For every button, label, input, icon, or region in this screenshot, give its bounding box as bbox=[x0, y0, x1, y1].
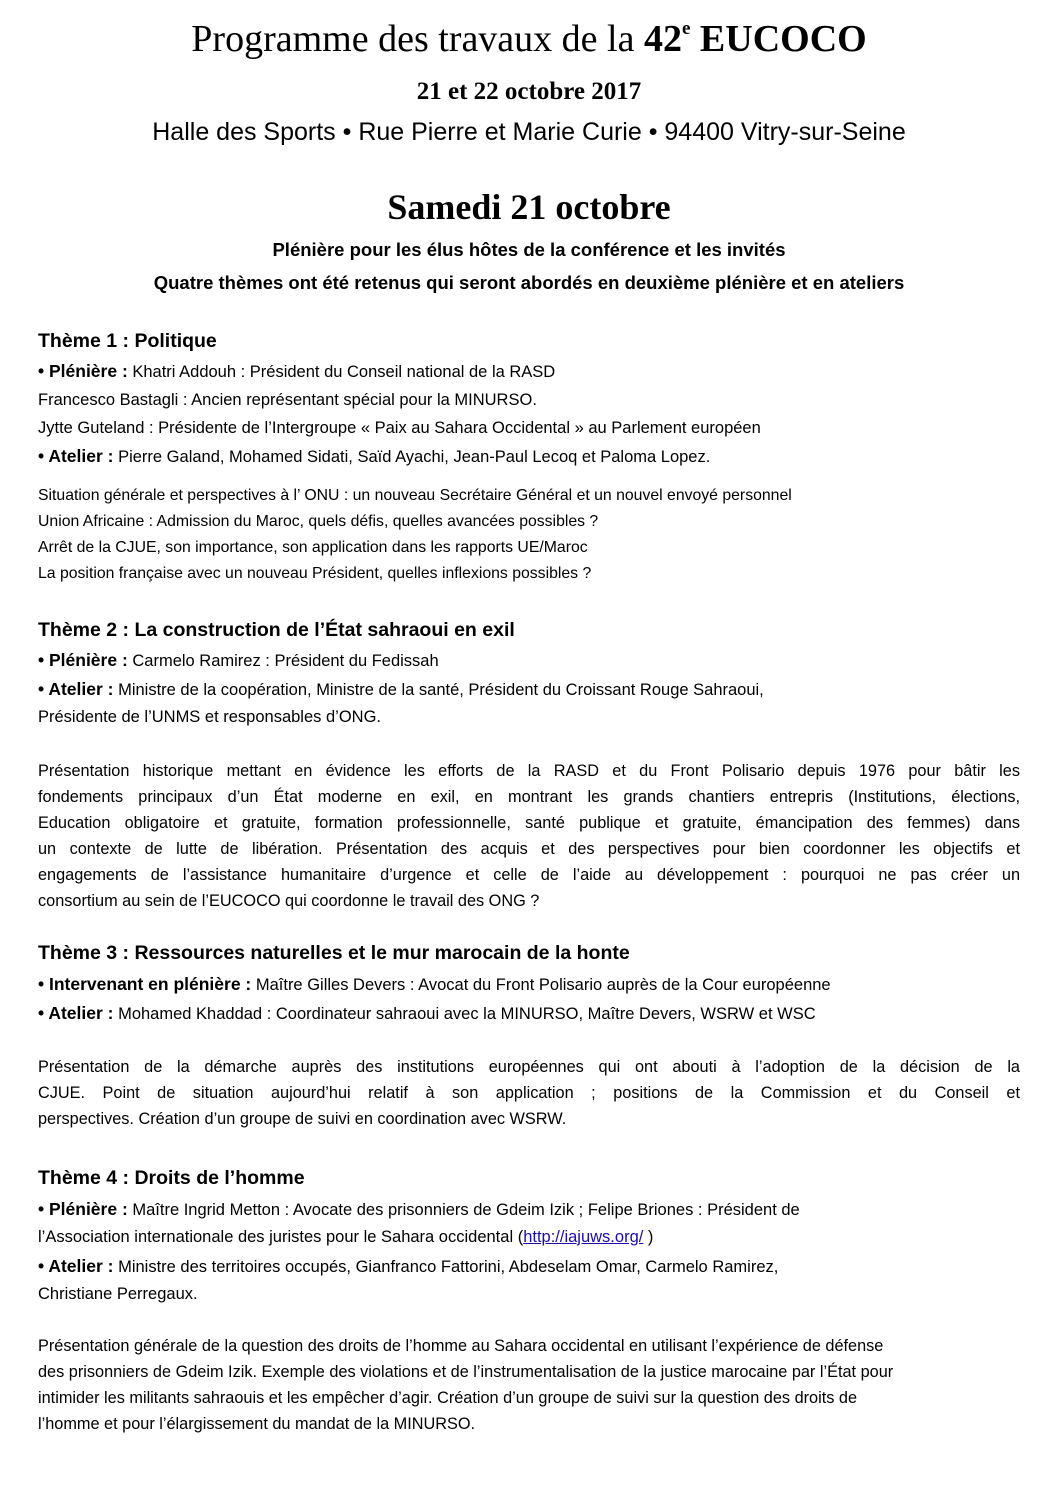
day-subtitle-1: Plénière pour les élus hôtes de la conférence et les invités bbox=[272, 239, 786, 260]
theme3-atelier-label: • Atelier : bbox=[38, 1003, 114, 1023]
theme4-atelier-label: • Atelier : bbox=[38, 1256, 114, 1276]
theme2-paragraph bbox=[38, 758, 1020, 914]
theme2-pleniere-label: • Plénière : bbox=[38, 650, 128, 670]
paragraph-line: des prisonniers de Gdeim Izik. Exemple des violations et de l’instrumentalisation de la justice marocaine par l’État pour bbox=[38, 1363, 894, 1381]
paragraph-line: engagements de l’assistance humanitaire d’urgence et celle de l’aide au développement : pourquoi ne pas créer un bbox=[38, 866, 1020, 884]
theme2-atelier-text: Ministre de la coopération, Ministre de la santé, Président du Croissant Rouge Sahraoui, bbox=[113, 681, 764, 699]
theme4-pleniere-text: Maître Ingrid Metton : Avocate des prisonniers de Gdeim Izik ; Felipe Briones : Président de bbox=[127, 1201, 800, 1219]
theme1-topic: Arrêt de la CJUE, son importance, son application dans les rapports UE/Maroc bbox=[38, 539, 588, 556]
title-superscript: e bbox=[681, 18, 691, 39]
page-title bbox=[0, 17, 1058, 61]
theme1-line2: Francesco Bastagli : Ancien représentant spécial pour la MINURSO. bbox=[38, 391, 537, 409]
theme1-topic: Situation générale et perspectives à l’ ONU : un nouveau Secrétaire Général et un nouvel envoyé personnel bbox=[38, 487, 792, 504]
theme4-pleniere bbox=[38, 1196, 800, 1223]
paragraph-line: Education obligatoire et gratuite, formation professionnelle, santé publique et gratuite, émancipation des femmes) dans bbox=[38, 814, 1020, 832]
paragraph-line: fondements principaux d’un État moderne en exil, en montrant les grands chantiers entrepris (Institutions, élections, bbox=[38, 788, 1020, 806]
theme1-pleniere-label: • Plénière : bbox=[38, 361, 128, 381]
theme2-atelier-cont: Présidente de l’UNMS et responsables d’ONG. bbox=[38, 708, 381, 726]
theme3-atelier-text: Mohamed Khaddad : Coordinateur sahraoui avec la MINURSO, Maître Devers, WSRW et WSC bbox=[113, 1005, 816, 1023]
paragraph-line: Présentation de la démarche auprès des institutions européennes qui ont abouti à l’adoption de la décision de la bbox=[38, 1058, 1020, 1076]
theme3-pleniere bbox=[38, 971, 831, 998]
event-address: Halle des Sports • Rue Pierre et Marie Curie • 94400 Vitry-sur-Seine bbox=[152, 118, 906, 146]
theme1-pleniere-text: Khatri Addouh : Président du Conseil national de la RASD bbox=[127, 363, 556, 381]
theme1-heading: Thème 1 : Politique bbox=[38, 330, 217, 352]
theme3-pleniere-label: • Intervenant en plénière : bbox=[38, 974, 252, 994]
theme2-pleniere-text: Carmelo Ramirez : Président du Fedissah bbox=[127, 652, 439, 670]
theme4-pleniere-cont bbox=[38, 1224, 653, 1250]
day-subtitle-2: Quatre thèmes ont été retenus qui seront abordés en deuxième plénière et en ateliers bbox=[153, 272, 905, 293]
paragraph-line: perspectives. Création d’un groupe de suivi en coordination avec WSRW. bbox=[38, 1110, 567, 1128]
theme1-topic: La position française avec un nouveau Président, quelles inflexions possibles ? bbox=[38, 565, 592, 582]
theme4-pleniere-cont-after: ) bbox=[643, 1228, 654, 1246]
theme4-pleniere-label: • Plénière : bbox=[38, 1199, 128, 1219]
theme4-paragraph bbox=[38, 1333, 1020, 1437]
theme3-heading: Thème 3 : Ressources naturelles et le mur marocain de la honte bbox=[38, 942, 630, 964]
theme1-atelier bbox=[38, 443, 710, 470]
theme4-atelier bbox=[38, 1253, 778, 1280]
theme2-pleniere bbox=[38, 647, 439, 674]
paragraph-line: l’homme et pour l’élargissement du mandat de la MINURSO. bbox=[38, 1415, 476, 1433]
theme2-heading: Thème 2 : La construction de l’État sahraoui en exil bbox=[38, 619, 515, 641]
paragraph-line: Présentation historique mettant en évidence les efforts de la RASD et du Front Polisario depuis 1976 pour bâtir les bbox=[38, 762, 1020, 780]
theme1-pleniere bbox=[38, 358, 555, 385]
event-dates: 21 et 22 octobre 2017 bbox=[416, 78, 642, 105]
theme2-atelier-label: • Atelier : bbox=[38, 679, 114, 699]
theme2-atelier bbox=[38, 676, 764, 703]
paragraph-line: Présentation générale de la question des droits de l’homme au Sahara occidental en utilisant l’expérience de défense bbox=[38, 1337, 884, 1355]
theme4-heading: Thème 4 : Droits de l’homme bbox=[38, 1167, 305, 1189]
title-number: 42 bbox=[643, 18, 682, 60]
paragraph-line: CJUE. Point de situation aujourd’hui relatif à son application ; positions de la Commission et du Conseil et bbox=[38, 1084, 1020, 1102]
theme3-paragraph bbox=[38, 1054, 1020, 1132]
theme1-line3: Jytte Guteland : Présidente de l’Intergroupe « Paix au Sahara Occidental » au Parlement européen bbox=[38, 419, 761, 437]
theme1-atelier-label: • Atelier : bbox=[38, 446, 114, 466]
day-title: Samedi 21 octobre bbox=[387, 187, 671, 227]
theme4-atelier-text: Ministre des territoires occupés, Gianfranco Fattorini, Abdeselam Omar, Carmelo Ramirez, bbox=[113, 1258, 779, 1276]
theme1-topic: Union Africaine : Admission du Maroc, quels défis, quelles avancées possibles ? bbox=[38, 513, 599, 530]
paragraph-line: intimider les militants sahraouis et les empêcher d’agir. Création d’un groupe de suivi sur la question des droits de bbox=[38, 1389, 858, 1407]
theme1-atelier-text: Pierre Galand, Mohamed Sidati, Saïd Ayachi, Jean-Paul Lecoq et Paloma Lopez. bbox=[113, 448, 711, 466]
title-suffix: EUCOCO bbox=[690, 18, 867, 60]
theme4-atelier-cont: Christiane Perregaux. bbox=[38, 1285, 198, 1303]
paragraph-line: consortium au sein de l’EUCOCO qui coordonne le travail des ONG ? bbox=[38, 892, 540, 910]
theme3-pleniere-text: Maître Gilles Devers : Avocat du Front Polisario auprès de la Cour européenne bbox=[251, 976, 831, 994]
iajuws-link[interactable]: http://iajuws.org/ bbox=[523, 1228, 644, 1246]
theme3-atelier bbox=[38, 1000, 816, 1027]
theme4-pleniere-cont-before: l’Association internationale des juristes pour le Sahara occidental ( bbox=[38, 1228, 524, 1246]
title-prefix: Programme des travaux de la bbox=[191, 18, 644, 60]
paragraph-line: un contexte de lutte de libération. Présentation des acquis et des perspectives pour bien coordonner les objectifs et bbox=[38, 840, 1020, 858]
